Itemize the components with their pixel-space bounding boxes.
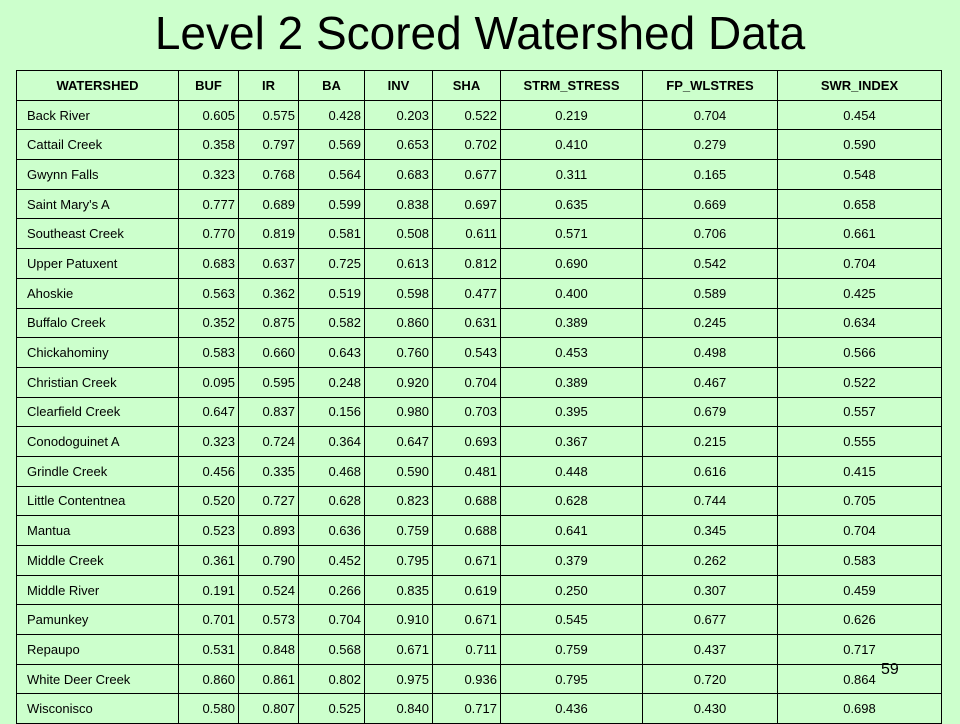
cell-swr-index: 0.566	[778, 338, 942, 368]
cell-sha: 0.702	[433, 130, 501, 160]
cell-fp-wlstres: 0.704	[643, 100, 778, 130]
cell-ir: 0.893	[239, 516, 299, 546]
cell-inv: 0.920	[365, 367, 433, 397]
cell-buf: 0.352	[179, 308, 239, 338]
table-row	[17, 367, 942, 397]
cell-buf: 0.361	[179, 546, 239, 576]
cell-buf: 0.583	[179, 338, 239, 368]
cell-swr-index: 0.705	[778, 486, 942, 516]
header-row	[17, 71, 942, 101]
cell-strm-stress: 0.395	[501, 397, 643, 427]
cell-ba: 0.248	[299, 367, 365, 397]
cell-fp-wlstres: 0.669	[643, 189, 778, 219]
cell-sha: 0.693	[433, 427, 501, 457]
cell-watershed: Middle Creek	[17, 546, 179, 576]
cell-swr-index: 0.548	[778, 160, 942, 190]
cell-strm-stress: 0.545	[501, 605, 643, 635]
cell-inv: 0.647	[365, 427, 433, 457]
cell-sha: 0.671	[433, 605, 501, 635]
cell-buf: 0.683	[179, 249, 239, 279]
header-watershed: WATERSHED	[17, 71, 179, 101]
cell-buf: 0.605	[179, 100, 239, 130]
cell-sha: 0.522	[433, 100, 501, 130]
cell-watershed: Upper Patuxent	[17, 249, 179, 279]
cell-swr-index: 0.717	[778, 635, 942, 665]
cell-watershed: Chickahominy	[17, 338, 179, 368]
cell-fp-wlstres: 0.467	[643, 367, 778, 397]
table-row	[17, 664, 942, 694]
cell-inv: 0.840	[365, 694, 433, 724]
cell-inv: 0.508	[365, 219, 433, 249]
cell-strm-stress: 0.389	[501, 308, 643, 338]
cell-fp-wlstres: 0.437	[643, 635, 778, 665]
cell-sha: 0.619	[433, 575, 501, 605]
cell-ir: 0.797	[239, 130, 299, 160]
cell-inv: 0.590	[365, 456, 433, 486]
cell-watershed: Saint Mary's A	[17, 189, 179, 219]
cell-buf: 0.701	[179, 605, 239, 635]
header-swr-index: SWR_INDEX	[778, 71, 942, 101]
table-row	[17, 100, 942, 130]
header-buf: BUF	[179, 71, 239, 101]
cell-watershed: White Deer Creek	[17, 664, 179, 694]
cell-swr-index: 0.583	[778, 546, 942, 576]
cell-strm-stress: 0.367	[501, 427, 643, 457]
cell-watershed: Grindle Creek	[17, 456, 179, 486]
cell-inv: 0.860	[365, 308, 433, 338]
cell-watershed: Pamunkey	[17, 605, 179, 635]
cell-ir: 0.575	[239, 100, 299, 130]
table-row	[17, 219, 942, 249]
cell-ba: 0.569	[299, 130, 365, 160]
cell-swr-index: 0.557	[778, 397, 942, 427]
watershed-table	[16, 70, 942, 724]
cell-sha: 0.543	[433, 338, 501, 368]
cell-buf: 0.323	[179, 427, 239, 457]
cell-buf: 0.191	[179, 575, 239, 605]
cell-swr-index: 0.626	[778, 605, 942, 635]
cell-strm-stress: 0.795	[501, 664, 643, 694]
header-strm-stress: STRM_STRESS	[501, 71, 643, 101]
cell-buf: 0.860	[179, 664, 239, 694]
table-row	[17, 694, 942, 724]
cell-swr-index: 0.425	[778, 278, 942, 308]
cell-ir: 0.637	[239, 249, 299, 279]
cell-ir: 0.660	[239, 338, 299, 368]
cell-fp-wlstres: 0.279	[643, 130, 778, 160]
page-title: Level 2 Scored Watershed Data	[154, 7, 806, 59]
cell-ba: 0.582	[299, 308, 365, 338]
cell-ba: 0.564	[299, 160, 365, 190]
cell-strm-stress: 0.759	[501, 635, 643, 665]
table-row	[17, 397, 942, 427]
cell-inv: 0.835	[365, 575, 433, 605]
cell-ba: 0.452	[299, 546, 365, 576]
cell-swr-index: 0.454	[778, 100, 942, 130]
cell-buf: 0.523	[179, 516, 239, 546]
cell-ir: 0.861	[239, 664, 299, 694]
table-row	[17, 605, 942, 635]
cell-buf: 0.770	[179, 219, 239, 249]
cell-buf: 0.358	[179, 130, 239, 160]
table-row	[17, 575, 942, 605]
cell-inv: 0.671	[365, 635, 433, 665]
cell-ba: 0.519	[299, 278, 365, 308]
header-ba: BA	[299, 71, 365, 101]
cell-inv: 0.975	[365, 664, 433, 694]
header-inv: INV	[365, 71, 433, 101]
cell-watershed: Christian Creek	[17, 367, 179, 397]
cell-buf: 0.777	[179, 189, 239, 219]
cell-fp-wlstres: 0.706	[643, 219, 778, 249]
cell-sha: 0.697	[433, 189, 501, 219]
table-row	[17, 338, 942, 368]
cell-sha: 0.717	[433, 694, 501, 724]
cell-strm-stress: 0.250	[501, 575, 643, 605]
cell-buf: 0.095	[179, 367, 239, 397]
cell-watershed: Little Contentnea	[17, 486, 179, 516]
cell-fp-wlstres: 0.679	[643, 397, 778, 427]
cell-swr-index: 0.704	[778, 249, 942, 279]
cell-strm-stress: 0.219	[501, 100, 643, 130]
cell-ba: 0.581	[299, 219, 365, 249]
cell-fp-wlstres: 0.262	[643, 546, 778, 576]
cell-sha: 0.711	[433, 635, 501, 665]
cell-inv: 0.759	[365, 516, 433, 546]
cell-fp-wlstres: 0.677	[643, 605, 778, 635]
cell-sha: 0.688	[433, 486, 501, 516]
cell-sha: 0.936	[433, 664, 501, 694]
cell-strm-stress: 0.436	[501, 694, 643, 724]
cell-strm-stress: 0.635	[501, 189, 643, 219]
cell-ir: 0.848	[239, 635, 299, 665]
cell-sha: 0.671	[433, 546, 501, 576]
cell-ir: 0.524	[239, 575, 299, 605]
cell-sha: 0.812	[433, 249, 501, 279]
cell-fp-wlstres: 0.589	[643, 278, 778, 308]
cell-watershed: Gwynn Falls	[17, 160, 179, 190]
cell-strm-stress: 0.379	[501, 546, 643, 576]
cell-buf: 0.647	[179, 397, 239, 427]
cell-ir: 0.689	[239, 189, 299, 219]
cell-swr-index: 0.522	[778, 367, 942, 397]
cell-inv: 0.598	[365, 278, 433, 308]
cell-fp-wlstres: 0.430	[643, 694, 778, 724]
cell-strm-stress: 0.448	[501, 456, 643, 486]
cell-buf: 0.456	[179, 456, 239, 486]
cell-fp-wlstres: 0.307	[643, 575, 778, 605]
cell-buf: 0.520	[179, 486, 239, 516]
cell-inv: 0.760	[365, 338, 433, 368]
cell-fp-wlstres: 0.498	[643, 338, 778, 368]
table-row	[17, 189, 942, 219]
cell-fp-wlstres: 0.744	[643, 486, 778, 516]
cell-inv: 0.613	[365, 249, 433, 279]
cell-ba: 0.266	[299, 575, 365, 605]
cell-sha: 0.677	[433, 160, 501, 190]
cell-fp-wlstres: 0.245	[643, 308, 778, 338]
cell-swr-index: 0.590	[778, 130, 942, 160]
table-row	[17, 130, 942, 160]
cell-fp-wlstres: 0.616	[643, 456, 778, 486]
cell-ir: 0.362	[239, 278, 299, 308]
cell-strm-stress: 0.571	[501, 219, 643, 249]
cell-ir: 0.573	[239, 605, 299, 635]
cell-watershed: Clearfield Creek	[17, 397, 179, 427]
cell-strm-stress: 0.389	[501, 367, 643, 397]
table-row	[17, 456, 942, 486]
cell-watershed: Wisconisco	[17, 694, 179, 724]
table-row	[17, 486, 942, 516]
cell-fp-wlstres: 0.165	[643, 160, 778, 190]
cell-inv: 0.203	[365, 100, 433, 130]
table-row	[17, 635, 942, 665]
cell-fp-wlstres: 0.215	[643, 427, 778, 457]
cell-watershed: Mantua	[17, 516, 179, 546]
cell-inv: 0.980	[365, 397, 433, 427]
table-row	[17, 427, 942, 457]
cell-ir: 0.335	[239, 456, 299, 486]
table-row	[17, 516, 942, 546]
cell-buf: 0.323	[179, 160, 239, 190]
cell-ba: 0.704	[299, 605, 365, 635]
cell-ir: 0.724	[239, 427, 299, 457]
table-row	[17, 308, 942, 338]
cell-watershed: Repaupo	[17, 635, 179, 665]
cell-strm-stress: 0.311	[501, 160, 643, 190]
cell-sha: 0.704	[433, 367, 501, 397]
cell-ba: 0.364	[299, 427, 365, 457]
cell-swr-index: 0.661	[778, 219, 942, 249]
cell-ba: 0.599	[299, 189, 365, 219]
cell-inv: 0.653	[365, 130, 433, 160]
cell-ba: 0.636	[299, 516, 365, 546]
cell-inv: 0.823	[365, 486, 433, 516]
cell-strm-stress: 0.690	[501, 249, 643, 279]
cell-strm-stress: 0.453	[501, 338, 643, 368]
cell-inv: 0.795	[365, 546, 433, 576]
cell-ir: 0.875	[239, 308, 299, 338]
cell-sha: 0.477	[433, 278, 501, 308]
cell-watershed: Buffalo Creek	[17, 308, 179, 338]
cell-sha: 0.481	[433, 456, 501, 486]
cell-ba: 0.628	[299, 486, 365, 516]
header-sha: SHA	[433, 71, 501, 101]
table-row	[17, 546, 942, 576]
cell-swr-index: 0.698	[778, 694, 942, 724]
cell-watershed: Cattail Creek	[17, 130, 179, 160]
cell-fp-wlstres: 0.345	[643, 516, 778, 546]
cell-ir: 0.807	[239, 694, 299, 724]
cell-sha: 0.703	[433, 397, 501, 427]
cell-fp-wlstres: 0.542	[643, 249, 778, 279]
cell-ba: 0.725	[299, 249, 365, 279]
cell-ba: 0.802	[299, 664, 365, 694]
table-row	[17, 278, 942, 308]
cell-ba: 0.525	[299, 694, 365, 724]
cell-strm-stress: 0.400	[501, 278, 643, 308]
cell-ba: 0.428	[299, 100, 365, 130]
cell-watershed: Ahoskie	[17, 278, 179, 308]
cell-ba: 0.568	[299, 635, 365, 665]
cell-ir: 0.790	[239, 546, 299, 576]
cell-watershed: Conodoguinet A	[17, 427, 179, 457]
cell-buf: 0.580	[179, 694, 239, 724]
cell-sha: 0.611	[433, 219, 501, 249]
cell-ir: 0.768	[239, 160, 299, 190]
cell-strm-stress: 0.410	[501, 130, 643, 160]
cell-buf: 0.531	[179, 635, 239, 665]
cell-watershed: Back River	[17, 100, 179, 130]
cell-ir: 0.595	[239, 367, 299, 397]
cell-inv: 0.683	[365, 160, 433, 190]
cell-swr-index: 0.864	[778, 664, 942, 694]
table-row	[17, 249, 942, 279]
table-row	[17, 160, 942, 190]
cell-swr-index: 0.459	[778, 575, 942, 605]
cell-strm-stress: 0.641	[501, 516, 643, 546]
cell-ir: 0.727	[239, 486, 299, 516]
cell-inv: 0.910	[365, 605, 433, 635]
cell-fp-wlstres: 0.720	[643, 664, 778, 694]
cell-buf: 0.563	[179, 278, 239, 308]
cell-ir: 0.819	[239, 219, 299, 249]
cell-sha: 0.631	[433, 308, 501, 338]
cell-strm-stress: 0.628	[501, 486, 643, 516]
header-ir: IR	[239, 71, 299, 101]
cell-ba: 0.156	[299, 397, 365, 427]
cell-watershed: Southeast Creek	[17, 219, 179, 249]
cell-watershed: Middle River	[17, 575, 179, 605]
cell-swr-index: 0.555	[778, 427, 942, 457]
cell-swr-index: 0.634	[778, 308, 942, 338]
cell-swr-index: 0.415	[778, 456, 942, 486]
page-number: 59	[881, 661, 899, 678]
cell-ir: 0.837	[239, 397, 299, 427]
cell-ba: 0.643	[299, 338, 365, 368]
cell-inv: 0.838	[365, 189, 433, 219]
cell-sha: 0.688	[433, 516, 501, 546]
cell-swr-index: 0.704	[778, 516, 942, 546]
header-fp-wlstres: FP_WLSTRES	[643, 71, 778, 101]
cell-ba: 0.468	[299, 456, 365, 486]
cell-swr-index: 0.658	[778, 189, 942, 219]
